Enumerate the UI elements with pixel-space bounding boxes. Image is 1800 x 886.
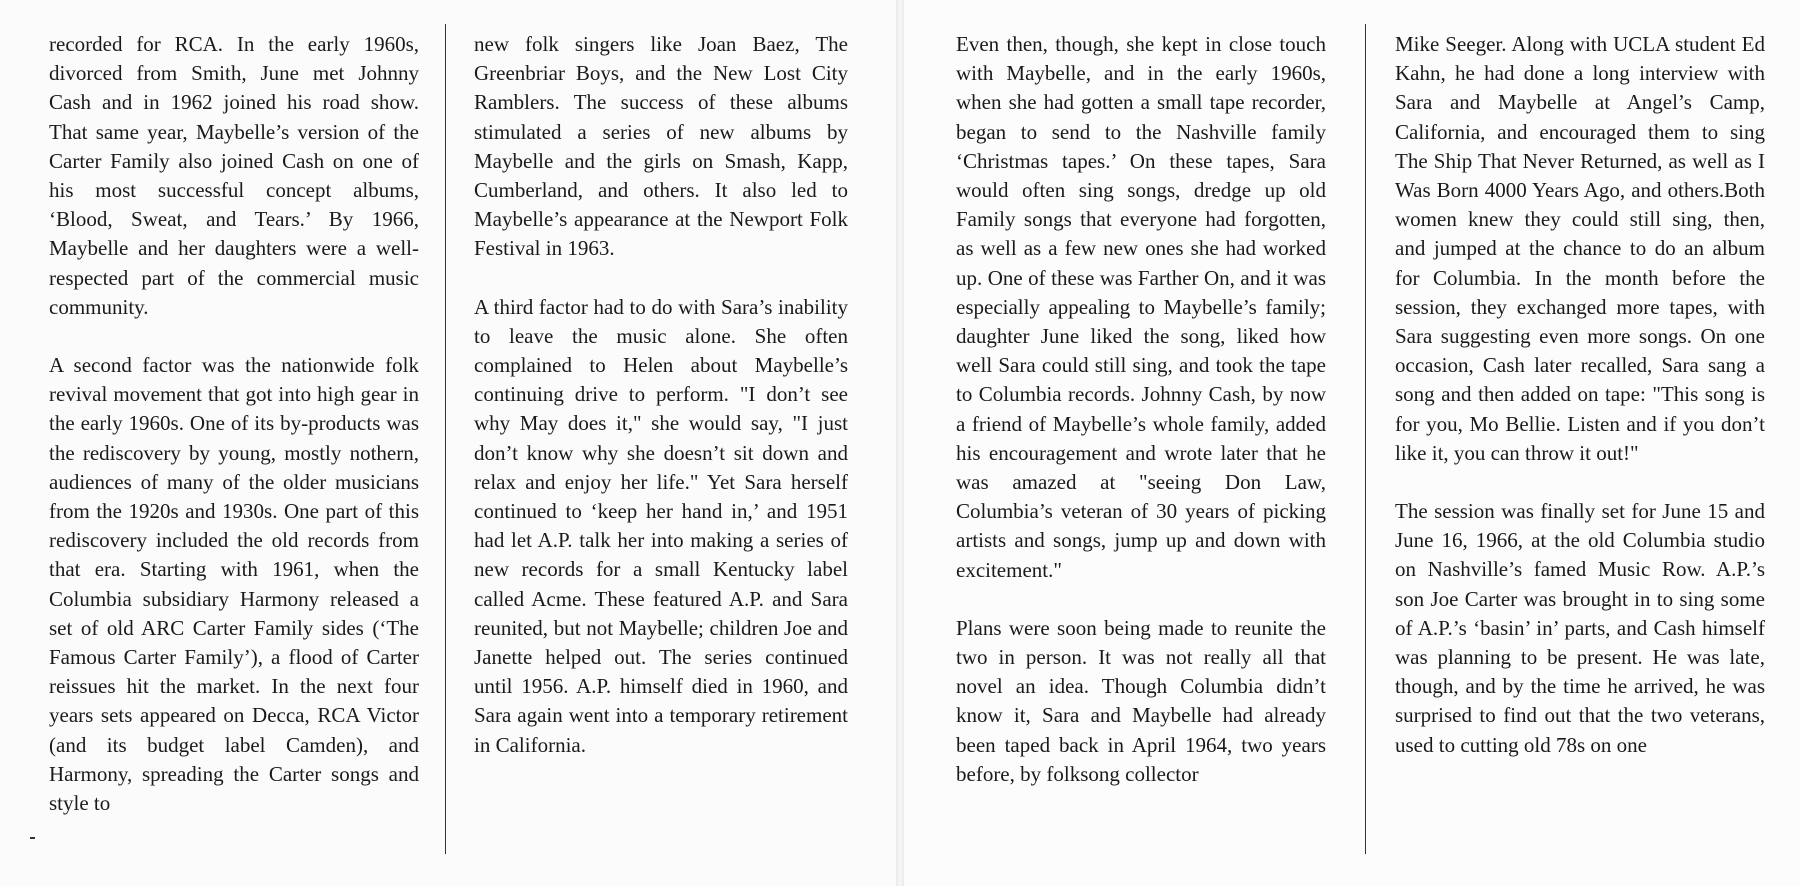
paragraph: new folk singers like Joan Baez, The Greenbriar Boys, and the New Lost City Ramblers. The success of these albums stimulated a series of new albums by Maybelle and the girls on Smash, Kapp, Cumberland, and others. It also led to Maybelle’s appearance at the Newport Folk Festival in 1963. xyxy=(474,32,848,261)
column-divider xyxy=(1365,24,1366,854)
paragraph: Mike Seeger. Along with UCLA student Ed Kahn, he had done a long interview with Sara and Maybelle at Angel’s Camp, California, and encouraged them to sing The Ship That Never Returned, as well as I Was Born 4000 Years Ago, and others.Both women knew they could still sing, then, and jumped at the chance to do an album for Columbia. In the month before the session, they exchanged more tapes, with Sara suggesting even more songs. On one occasion, Cash later recalled, Sara sang a song and then added on tape: "This song is for you, Mo Bellie. Listen and if you don’t like it, you can throw it out!" xyxy=(1395,32,1765,465)
paragraph: Even then, though, she kept in close touch with Maybelle, and in the early 1960s, when she had gotten a small tape recorder, began to send to the Nashville family ‘Christmas tapes.’ On these tapes, Sara would often sing songs, dredge up old Family songs that everyone had forgotten, as well as a few new ones she had worked up. One of these was Farther On, and it was especially appealing to Maybelle’s family; daughter June liked the song, liked how well Sara could still sing, and took the tape to Columbia records. Johnny Cash, by now a friend of Maybelle’s whole family, added his encouragement and wrote later that he was amazed at "seeing Don Law, Columbia’s veteran of 30 years of picking artists and songs, jump up and down with excitement." xyxy=(956,32,1326,582)
paragraph: A third factor had to do with Sara’s inability to leave the music alone. She often complained to Helen about Maybelle’s continuing drive to perform. "I don’t see why May does it," she would say, "I just don’t know why she doesn’t sit down and relax and enjoy her life." Yet Sara herself continued to ‘keep her hand in,’ and 1951 had let A.P. talk her into making a series of new records for a small Kentucky label called Acme. These featured A.P. and Sara reunited, but not Maybelle; children Joe and Janette helped out. The series continued until 1956. A.P. himself died in 1960, and Sara again went into a temporary retirement in California. xyxy=(474,294,848,757)
text-column-2 xyxy=(474,30,848,760)
page-fold xyxy=(896,0,904,886)
text-column-3 xyxy=(956,30,1326,789)
margin-mark xyxy=(30,837,35,839)
paragraph: A second factor was the nationwide folk revival movement that got into high gear in the early 1960s. One of its by-products was the rediscovery by young, mostly nothern, audiences of many of the older musicians from the 1920s and 1930s. One part of this rediscovery included the old records from that era. Starting with 1961, when the Columbia subsidiary Harmony released a set of old ARC Carter Family sides (‘The Famous Carter Family’), a flood of Carter reissues hit the market. In the next four years sets appeared on Decca, RCA Victor (and its budget label Camden), and Harmony, spreading the Carter songs and style to xyxy=(49,353,419,816)
paragraph: recorded for RCA. In the early 1960s, divorced from Smith, June met Johnny Cash and in 1962 joined his road show. That same year, Maybelle’s version of the Carter Family also joined Cash on one of his most successful concept albums, ‘Blood, Sweat, and Tears.’ By 1966, Maybelle and her daughters were a well-respected part of the commercial music community. xyxy=(49,32,419,319)
text-column-4 xyxy=(1395,30,1765,760)
paragraph: The session was finally set for June 15 and June 16, 1966, at the old Columbia studio on Nashville’s famed Music Row. A.P.’s son Joe Carter was brought in to sing some of A.P.’s ‘basin’ in’ parts, and Cash himself was planning to be present. He was late, though, and by the time he arrived, he was surprised to find out that the two veterans, used to cutting old 78s on one xyxy=(1395,499,1765,757)
paragraph: Plans were soon being made to reunite the two in person. It was not really all that novel an idea. Though Columbia didn’t know it, Sara and Maybelle had already been taped back in April 1964, two years before, by folksong collector xyxy=(956,615,1326,786)
text-column-1 xyxy=(49,30,419,818)
column-divider xyxy=(445,24,446,854)
